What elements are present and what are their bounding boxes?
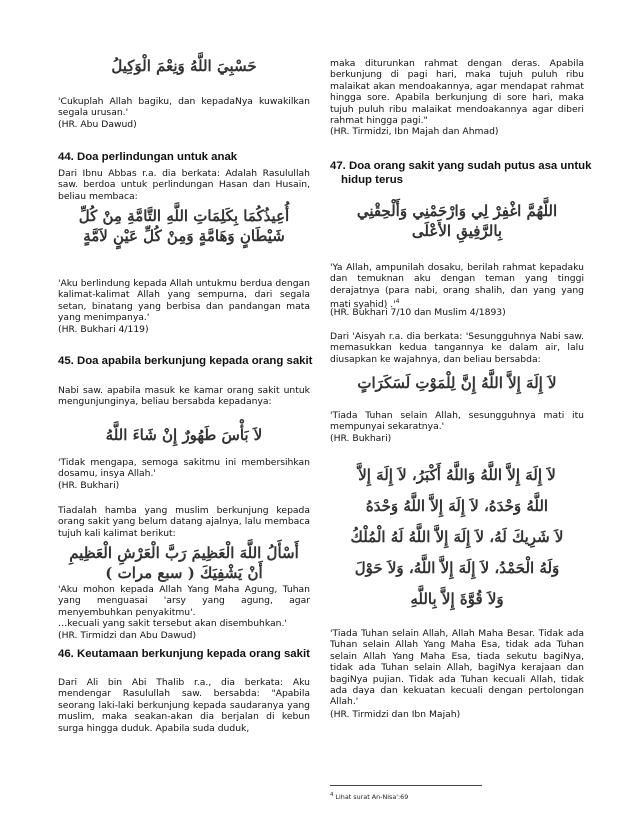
- s47-para2: Dari 'Aisyah r.a. dia berkata: 'Sesungguhnya Nabi saw. memasukkan kedua tangannya ke dalam air, lalu diusapkan ke wajahnya, dan beliau bersabda:: [330, 331, 584, 365]
- s45-arabic-2-line-1: أَسْأَلُ اللَّهَ الْعَظِيمَ رَبَّ الْعَرْشِ الْعَظِيمِ: [69, 544, 299, 562]
- s44-arabic: [58, 206, 310, 246]
- s47-arabic-3-line-4: وَلَهُ الْحَمْدُ، لاَ إِلَهَ إِلاَّ اللَّهُ، وَلاَ حَوْلَ: [354, 559, 560, 577]
- heading-44: 44. Doa perlindungan untuk anak: [58, 151, 238, 163]
- s47-arabic-3-line-5: وَلاَ قُوَّةَ إِلاَّ بِاللَّهِ: [410, 590, 504, 608]
- s45-translation-2: 'Aku mohon kepada Allah Yang Maha Agung, Tuhan yang menguasai 'arsy yang agung, agar menyembuhkan penyakitmu'.: [58, 584, 310, 618]
- s47-arabic-3-line-1: لاَ إِلَهَ إِلاَّ اللَّهُ وَاللَّهُ أَكْبَرُ، لاَ إِلَهَ إِلاَّ: [358, 466, 556, 484]
- footnote-mark: 4: [395, 298, 400, 306]
- footnote-text: Lihat surat An-Nisa':69: [335, 793, 409, 802]
- s45-reference-2: (HR. Tirmidzi dan Abu Dawud): [58, 630, 197, 641]
- s45-arabic-2-line-2: أَنْ يَشْفِيَكَ ( سبع مرات ): [105, 564, 263, 582]
- s44-reference: (HR. Bukhari 4/119): [58, 324, 149, 335]
- s44-translation: 'Aku berlindung kepada Allah untukmu berdua dengan kalimat-kalimat Allah yang sempurna, dari segala setan, binatang yang berbisa dan pandangan mata yang menimpanya.': [58, 278, 310, 324]
- s45-intro: Nabi saw. apabila masuk ke kamar orang sakit untuk mengunjunginya, beliau bersabda kepadanya:: [58, 385, 310, 408]
- s44-arabic-line-2: شَيْطَانٍ وَهَامَّةٍ وَمِنْ كُلِّ عَيْنٍ لاَمَّةٍ: [83, 227, 285, 245]
- hasbiyallah-reference: (HR. Abu Dawud): [58, 119, 137, 130]
- s45-arabic: لاَ بَأْسَ طَهُورٌ إِنْ شَاءَ اللَّهُ: [105, 426, 263, 444]
- heading-47: 47. Doa orang sakit yang sudah putus asa untuk hidup terus: [330, 160, 592, 186]
- s47-reference: (HR. Bukhari 7/10 dan Muslim 4/1893): [330, 307, 506, 318]
- s47-translation-text: 'Ya Allah, ampunilah dosaku, berilah rahmat kepadaku dan temuknan aku dengan teman yang tinggi derajatnya (para nabi, orang shalih, dan yang yang mati syahid) .': [330, 262, 584, 311]
- arabic-hasbiyallah: حَسْبِيَ اللَّهُ وَنِعْمَ الْوَكِيلُ: [111, 57, 257, 75]
- s47-arabic-3-line-2: اللَّهُ وَحْدَهُ، لاَ إِلَهَ إِلاَّ اللَّهُ وَحْدَهُ: [365, 497, 549, 515]
- s47-arabic: [330, 201, 584, 241]
- footnote: [330, 791, 584, 801]
- s45-translation: 'Tidak mengapa, semoga sakitmu ini membersihkan dosamu, insya Allah.': [58, 457, 310, 480]
- s45-para2: Tiadalah hamba yang muslim berkunjung kepada orang sakit yang belum datang ajalnya, lalu membaca tujuh kali kalimat berikut:: [58, 505, 310, 539]
- s44-intro: Dari Ibnu Abbas r.a. dia berkata: Adalah Rasulullah saw. berdoa untuk perlindungan Hasan dan Husain, beliau membaca:: [58, 168, 310, 202]
- s47-arabic-line-1: اللَّهُمَّ اغْفِرْ لِي وَارْحَمْنِي وَأَلْحِقْنِي: [356, 202, 558, 220]
- s47-arabic-3-line-3: لاَ شَرِيكَ لَهُ، لاَ إِلَهَ إِلاَّ اللَّهُ لَهُ الْمُلْكُ: [350, 528, 564, 546]
- s45-arabic-2: [58, 543, 310, 583]
- s46-text: Dari Ali bin Abi Thalib r.a., dia berkata: Aku mendengar Rasulullah saw. bersabda: "Apabila seorang laki-laki berkunjung kepada saudaranya yang muslim, maka seakan-akan dia berjalan di kebun surga hingga duduk. Apabila suda duduk,: [58, 677, 310, 734]
- heading-46: 46. Keutamaan berkunjung kepada orang sakit: [58, 648, 310, 660]
- s46-reference: (HR. Tirmidzi, Ibn Majah dan Ahmad): [330, 126, 499, 137]
- s47-arabic-line-2: بِالرَّفِيقِ الأَعْلَى: [411, 222, 503, 240]
- s47-translation-2: 'Tiada Tuhan selain Allah, sesungguhnya mati itu mempunyai sekaratnya.': [330, 410, 584, 433]
- s47-reference-2: (HR. Bukhari): [330, 433, 392, 444]
- s45-translation-2b: …kecuali yang sakit tersebut akan disembuhkan.': [58, 618, 287, 629]
- s46-continuation: maka diturunkan rahmat dengan deras. Apabila berkunjung di pagi hari, maka tujuh puluh ribu malaikat akan mendoakannya, agar mendapat rahmat hingga sore. Apabila berkunjung di sore hari, maka tujuh puluh ribu malaikat mendoakannya agar diberi rahmat hingga pagi.": [330, 58, 584, 127]
- s47-arabic-2: لاَ إِلَهَ إِلاَّ اللَّهُ إِنَّ لِلْمَوْتِ لَسَكَرَاتٍ: [357, 374, 557, 392]
- s47-arabic-3: [330, 460, 584, 615]
- s44-arabic-line-1: أُعِيذُكُمَا بِكَلِمَاتِ اللَّهِ التَّامَّةِ مِنْ كُلِّ: [78, 207, 290, 225]
- hasbiyallah-translation: 'Cukuplah Allah bagiku, dan kepadaNya kuwakilkan segala urusan.': [58, 96, 310, 119]
- heading-45: 45. Doa apabila berkunjung kepada orang sakit: [58, 355, 313, 367]
- s47-translation: [330, 262, 584, 311]
- footnote-divider: [330, 785, 482, 786]
- s45-reference: (HR. Bukhari): [58, 480, 120, 491]
- s47-reference-3: (HR. Tirmidzi dan Ibn Majah): [330, 709, 461, 720]
- s47-translation-3: 'Tiada Tuhan selain Allah, Allah Maha Besar. Tidak ada Tuhan selain Allah Yang Maha Esa, tidak ada Tuhan selain Allah Yang Maha Esa, tiada sekutu bagiNya, tidak ada Tuhan selain Allah, bagiNya kerajaan dan bagiNya pujian. Tidak ada Tuhan kecuali Allah, tidak ada daya dan kekuatan kecuali dengan pertolongan Allah.': [330, 628, 584, 708]
- footnote-number: 4: [330, 792, 334, 798]
